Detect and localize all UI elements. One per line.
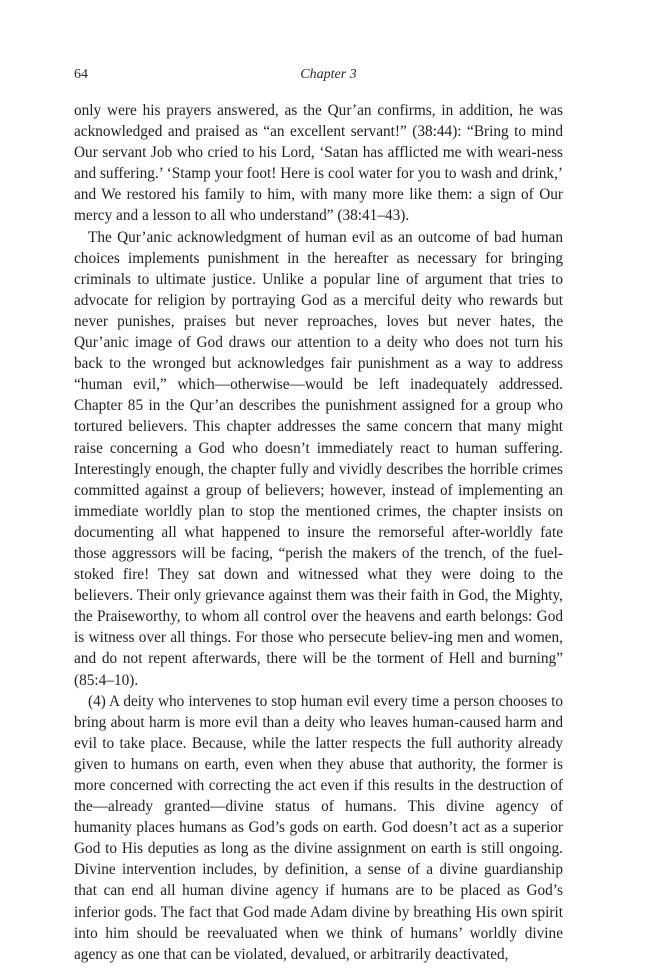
paragraph-point-4: (4) A deity who intervenes to stop human evil every time a person chooses to bring about harm is more evil than a deity who leaves human-caused harm and evil to take place. Because, while the latter respects the full authority already given to humans on earth, even when they abuse that authority, the former is more concerned with correcting the act even if this results in the destruction of the—already granted—divine status of humans. This divine agency of humanity places humans as God’s gods on earth. God doesn’t act as a superior God to His deputies as long as the divine assignment on earth is still ongoing. Divine intervention includes, by definition, a sense of a divine guardianship that can end all human divine agency if humans are to be placed as God’s inferior gods. The fact that God made Adam divine by breathing His own spirit into him should be reevaluated when we think of humans’ worldly divine agency as one that can be violated, devalued, or arbitrarily deactivated,	[74, 692, 563, 963]
paragraph-quranic-acknowledgment: The Qur’anic acknowledgment of human evil as an outcome of bad human choices implements punishment in the hereafter as necessary for bringing criminals to ultimate justice. Unlike a popular line of argument that tries to advocate for religion by portraying God as a merciful deity who rewards but never punishes, praises but never reproaches, loves but never hates, the Qur’anic image of God draws our attention to a deity who does not turn his back to the wronged but acknowledges fair punishment as a way to address “human evil,” which—otherwise—would be left inadequately addressed. Chapter 85 in the Qur’an describes the punishment assigned for a group who tortured believers. This chapter addresses the same concern that many might raise concerning a God who doesn’t immediately react to human suffering. Interestingly enough, the chapter fully and vividly describes the horrible crimes committed against a group of believers; however, instead of implementing an immediate worldly plan to stop the mentioned crimes, the chapter insists on documenting all what happened to insure the remorseful after-worldly fate those aggressors will be facing, “perish the makers of the trench, of the fuel-stoked fire! They sat down and witnessed what they were doing to the believers. Their only grievance against them was their faith in God, the Mighty, the Praiseworthy, to whom all control over the heavens and earth belongs: God is witness over all things. For those who persecute believ-ing men and women, and do not repent afterwards, there will be the torment of Hell and burning” (85:4–10).	[74, 228, 563, 689]
paragraph-continued: only were his prayers answered, as the Qur’an confirms, in addition, he was acknowledged and praised as “an excellent servant!” (38:44): “Bring to mind Our servant Job who cried to his Lord, ‘Satan has afflicted me with weari-ness and suffering.’ ‘Stamp your foot! Here is cool water for you to wash and drink,’ and We restored his family to him, with many more like them: a sign of Our mercy and a lesson to all who understand” (38:41–43).	[74, 102, 563, 225]
page-number: 64	[74, 67, 88, 82]
body-text	[74, 100, 563, 965]
chapter-title: Chapter 3	[300, 67, 357, 82]
running-head	[74, 67, 563, 87]
